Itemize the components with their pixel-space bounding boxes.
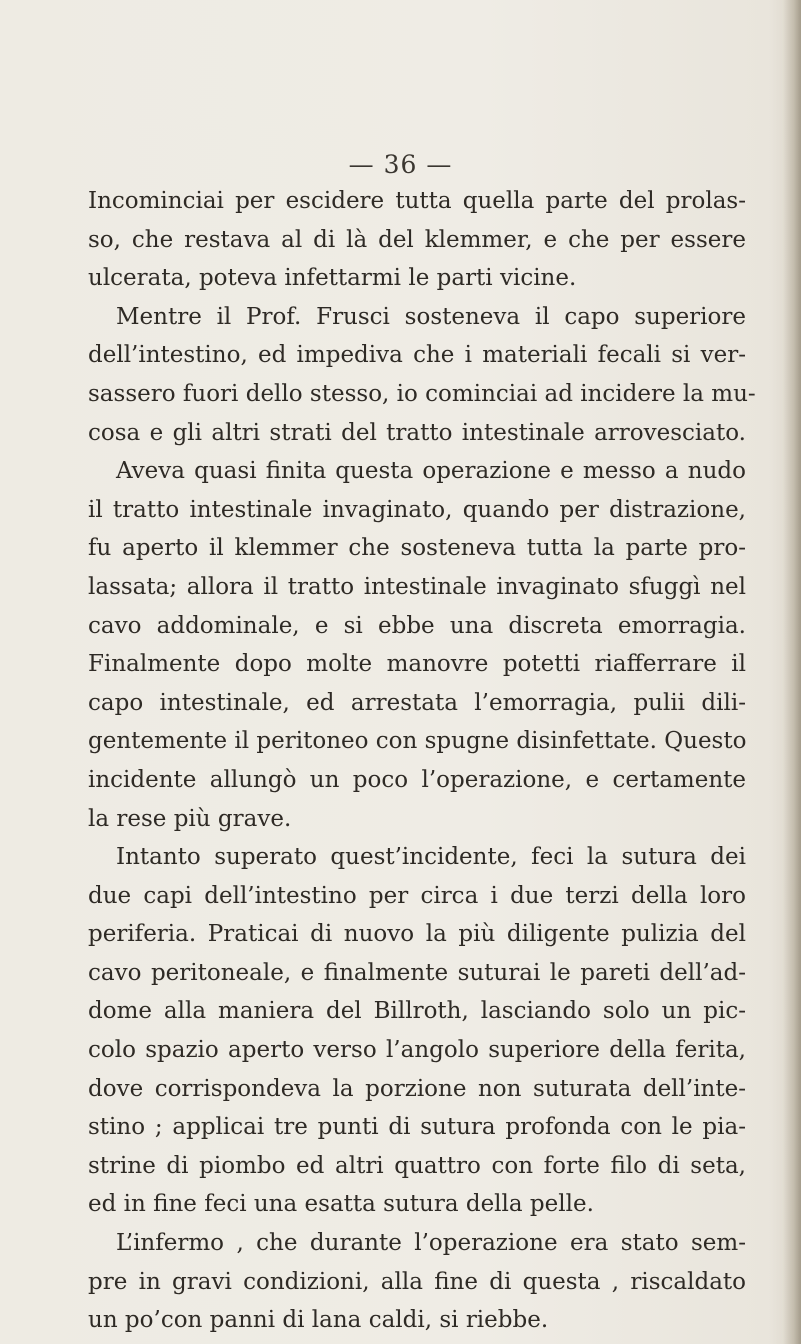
text-line: due capi dell’intestino per circa i due terzi della loro <box>88 882 746 909</box>
text-line: ed in fine feci una esatta sutura della pelle. <box>88 1191 594 1218</box>
text-line: pre in gravi condizioni, alla fine di questa , riscaldato <box>88 1268 746 1295</box>
text-line: stino ; applicai tre punti di sutura profonda con le pia- <box>88 1114 746 1141</box>
text-line: dove corrispondeva la porzione non suturata dell’inte- <box>88 1075 746 1102</box>
text-line: L’infermo , che durante l’operazione era stato sem- <box>116 1230 746 1257</box>
text-line: dome alla maniera del Billroth, lasciando solo un pic- <box>88 998 746 1025</box>
text-line: fu aperto il klemmer che sosteneva tutta la parte pro- <box>88 535 746 562</box>
text-line: la rese più grave. <box>88 805 292 832</box>
text-line: sassero fuori dello stesso, io cominciai ad incidere la mu- <box>88 380 756 407</box>
text-line: cavo peritoneale, e finalmente suturai le pareti dell’ad- <box>88 959 746 986</box>
text-line: Intanto superato quest’incidente, feci la sutura dei <box>116 844 746 871</box>
text-line: cavo addominale, e si ebbe una discreta emorragia. <box>88 612 746 639</box>
text-line: periferia. Praticai di nuovo la più diligente pulizia del <box>88 921 746 948</box>
text-line: so, che restava al di là del klemmer, e che per essere <box>88 226 746 253</box>
body-text <box>88 182 756 1340</box>
text-line: colo spazio aperto verso l’angolo superiore della ferita, <box>88 1037 746 1064</box>
text-line: dell’intestino, ed impediva che i materiali fecali si ver- <box>88 342 746 369</box>
text-line: lassata; allora il tratto intestinale invaginato sfuggì nel <box>88 573 746 600</box>
text-line: capo intestinale, ed arrestata l’emorragia, pulii dili- <box>88 689 746 716</box>
text-line: Incominciai per escidere tutta quella parte del prolas- <box>88 188 746 214</box>
text-line: Mentre il Prof. Frusci sosteneva il capo superiore <box>116 303 746 330</box>
text-line: Aveva quasi finita questa operazione e messo a nudo <box>116 458 746 485</box>
text-line: un po’con panni di lana caldi, si riebbe. <box>88 1307 549 1334</box>
text-line: ulcerata, poteva infettarmi le parti vicine. <box>88 265 577 292</box>
text-line: Finalmente dopo molte manovre potetti riafferrare il <box>88 651 746 678</box>
text-line: strine di piombo ed altri quattro con forte filo di seta, <box>88 1152 746 1179</box>
text-line: cosa e gli altri strati del tratto intestinale arrovesciato. <box>88 419 746 446</box>
text-line: incidente allungò un poco l’operazione, e certamente <box>88 766 746 793</box>
text-line: gentemente il peritoneo con spugne disinfettate. Questo <box>88 728 747 755</box>
page-number: — 36 — <box>348 150 453 179</box>
page-edge-shadow <box>783 0 801 1344</box>
text-line: il tratto intestinale invaginato, quando per distrazione, <box>88 496 746 523</box>
